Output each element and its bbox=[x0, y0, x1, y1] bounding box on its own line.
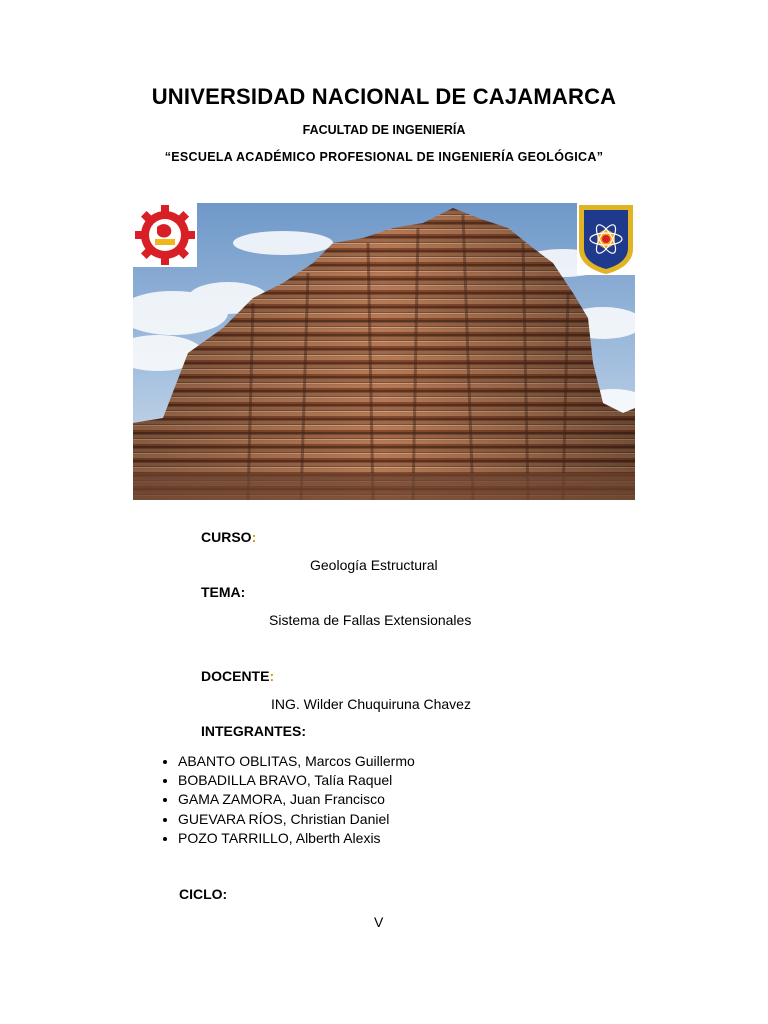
university-shield-icon bbox=[577, 203, 635, 275]
topic-label: TEMA: bbox=[201, 584, 246, 600]
university-title: UNIVERSIDAD NACIONAL DE CAJAMARCA bbox=[151, 84, 617, 109]
gear-emblem-icon bbox=[133, 203, 197, 267]
members-list bbox=[150, 752, 415, 848]
faculty-name: FACULTAD DE INGENIERÍA bbox=[302, 123, 466, 137]
list-item: • ABANTO OBLITAS, Marcos Guillermo bbox=[178, 752, 415, 771]
cover-photo bbox=[133, 203, 635, 500]
teacher-label: DOCENTE: bbox=[201, 668, 275, 684]
teacher-value: ING. Wilder Chuquiruna Chavez bbox=[271, 696, 471, 712]
list-item: • GAMA ZAMORA, Juan Francisco bbox=[178, 790, 415, 809]
course-label: CURSO: bbox=[201, 529, 257, 545]
topic-value: Sistema de Fallas Extensionales bbox=[269, 612, 472, 628]
course-value: Geología Estructural bbox=[310, 557, 438, 573]
list-item: • BOBADILLA BRAVO, Talía Raquel bbox=[178, 771, 415, 790]
school-name: “ESCUELA ACADÉMICO PROFESIONAL DE INGENIERÍA GEOLÓGICA” bbox=[164, 150, 604, 164]
list-item: • POZO TARRILLO, Alberth Alexis bbox=[178, 829, 415, 848]
list-item: • GUEVARA RÍOS, Christian Daniel bbox=[178, 810, 415, 829]
members-label: INTEGRANTES: bbox=[201, 723, 306, 739]
rock-formation-illustration bbox=[133, 203, 635, 500]
cycle-label: CICLO: bbox=[179, 886, 228, 902]
cycle-value: V bbox=[374, 914, 384, 930]
